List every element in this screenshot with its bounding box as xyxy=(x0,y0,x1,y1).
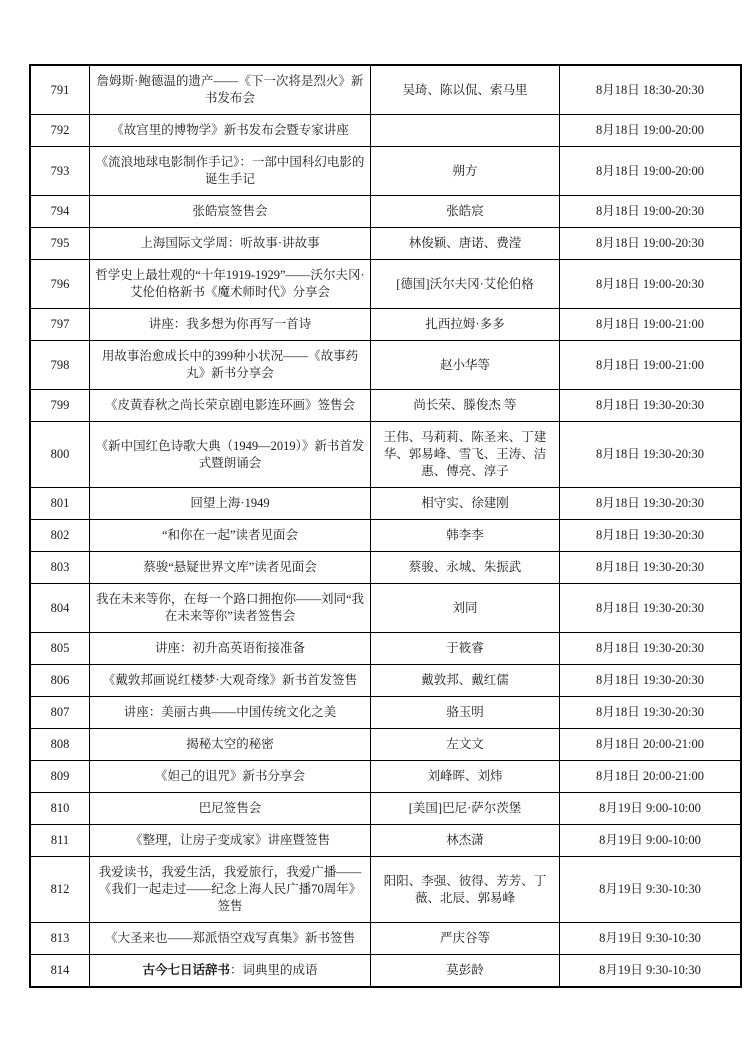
event-title-cell xyxy=(90,761,371,793)
event-time: 8月18日 19:30-20:30 xyxy=(596,528,704,542)
event-title: 揭秘太空的秘密 xyxy=(186,737,274,751)
event-title: 蔡骏“悬疑世界文库”读者见面会 xyxy=(143,560,317,574)
event-guests-cell xyxy=(371,665,560,697)
event-time-cell xyxy=(560,309,742,341)
event-number: 796 xyxy=(50,276,70,291)
event-guests: 莫彭龄 xyxy=(446,963,484,977)
table-row xyxy=(30,309,741,341)
event-guests-cell xyxy=(371,147,560,196)
event-no-cell xyxy=(30,697,90,729)
event-time-cell xyxy=(560,729,742,761)
event-number: 804 xyxy=(50,600,70,615)
event-title: 《妲己的诅咒》新书分享会 xyxy=(154,769,305,783)
event-no-cell xyxy=(30,729,90,761)
event-no-cell xyxy=(30,341,90,390)
table-row xyxy=(30,390,741,422)
event-guests: 骆玉明 xyxy=(446,705,484,719)
event-time-cell xyxy=(560,228,742,260)
event-title: 上海国际文学周：听故事·讲故事 xyxy=(140,236,320,250)
event-time: 8月18日 19:30-20:30 xyxy=(596,496,704,510)
event-time: 8月18日 19:00-20:00 xyxy=(596,123,704,137)
event-guests-cell xyxy=(371,857,560,923)
event-time-cell xyxy=(560,390,742,422)
event-number: 807 xyxy=(50,705,70,719)
event-guests-cell xyxy=(371,633,560,665)
event-guests: 韩李李 xyxy=(446,528,484,542)
event-title: 巴尼签售会 xyxy=(198,801,262,815)
event-title: 《大圣来也——郑派悟空戏写真集》新书签售 xyxy=(104,931,355,945)
event-title: 《流浪地球电影制作手记》：一部中国科幻电影的诞生手记 xyxy=(95,155,365,186)
event-guests: 阳阳、李强、彼得、芳芳、丁薇、北辰、郭易峰 xyxy=(383,873,547,905)
event-time: 8月19日 9:00-10:00 xyxy=(599,833,701,847)
event-guests: 张皓宸 xyxy=(446,204,484,218)
event-time: 8月18日 19:30-20:30 xyxy=(596,600,704,615)
event-time-cell xyxy=(560,341,742,390)
event-time: 8月18日 19:00-21:00 xyxy=(596,317,704,331)
event-no-cell xyxy=(30,260,90,309)
event-number: 801 xyxy=(50,496,70,510)
table-row xyxy=(30,729,741,761)
event-time: 8月18日 19:30-20:30 xyxy=(596,673,704,687)
event-title: 讲座：初升高英语衔接准备 xyxy=(154,641,305,655)
event-number: 791 xyxy=(50,82,70,97)
event-number: 797 xyxy=(50,317,70,331)
event-title-cell xyxy=(90,857,371,923)
event-title-bold: 古今七日话辞书 xyxy=(142,963,230,977)
table-row xyxy=(30,665,741,697)
event-guests-cell xyxy=(371,793,560,825)
event-time: 8月18日 19:30-20:30 xyxy=(596,560,704,574)
event-number: 806 xyxy=(50,673,70,687)
event-guests-cell xyxy=(371,65,560,115)
event-time: 8月19日 9:00-10:00 xyxy=(599,801,701,815)
event-title: 《戴敦邦画说红楼梦·大观奇缘》新书首发签售 xyxy=(102,673,358,687)
event-no-cell xyxy=(30,115,90,147)
table-row xyxy=(30,923,741,955)
table-row xyxy=(30,228,741,260)
event-guests-cell xyxy=(371,196,560,228)
event-time-cell xyxy=(560,260,742,309)
event-title: “和你在一起”读者见面会 xyxy=(161,528,299,542)
event-title: 《新中国红色诗歌大典（1949—2019）》新书首发式暨朗诵会 xyxy=(95,438,365,470)
event-title: 《整理，让房子变成家》讲座暨签售 xyxy=(129,833,330,847)
event-number: 811 xyxy=(50,833,70,847)
table-row xyxy=(30,341,741,390)
event-guests-cell xyxy=(371,552,560,584)
event-title-cell xyxy=(90,147,371,196)
event-title: 用故事治愈成长中的399种小状况——《故事药丸》新书分享会 xyxy=(101,349,359,380)
event-title: 讲座：我多想为你再写一首诗 xyxy=(148,317,312,331)
event-number: 795 xyxy=(50,236,70,250)
event-guests: 林俊颖、唐诺、费滢 xyxy=(408,236,522,250)
event-time-cell xyxy=(560,147,742,196)
event-guests: 相守实、徐建刚 xyxy=(421,496,509,510)
event-guests-cell xyxy=(371,584,560,633)
event-no-cell xyxy=(30,228,90,260)
event-title-cell xyxy=(90,793,371,825)
event-number: 813 xyxy=(50,931,70,945)
event-title-cell xyxy=(90,584,371,633)
event-no-cell xyxy=(30,488,90,520)
events-table-body xyxy=(30,65,741,987)
event-number: 810 xyxy=(50,801,70,815)
event-time-cell xyxy=(560,552,742,584)
event-guests-cell xyxy=(371,115,560,147)
event-number: 814 xyxy=(50,963,70,977)
event-time-cell xyxy=(560,857,742,923)
event-guests: 吴琦、陈以侃、索马里 xyxy=(402,82,528,97)
event-time: 8月18日 20:00-21:00 xyxy=(596,769,704,783)
event-number: 803 xyxy=(50,560,70,574)
event-title-cell xyxy=(90,552,371,584)
event-number: 792 xyxy=(50,123,70,137)
table-row xyxy=(30,857,741,923)
event-title-cell xyxy=(90,341,371,390)
event-number: 808 xyxy=(50,737,70,751)
event-time: 8月18日 19:00-20:30 xyxy=(596,204,704,218)
event-no-cell xyxy=(30,857,90,923)
event-title-cell xyxy=(90,633,371,665)
event-guests-cell xyxy=(371,923,560,955)
event-title: 《故宫里的博物学》新书发布会暨专家讲座 xyxy=(111,123,349,137)
event-guests-cell xyxy=(371,955,560,988)
event-title-cell xyxy=(90,488,371,520)
table-row xyxy=(30,584,741,633)
event-title-cell xyxy=(90,228,371,260)
table-row xyxy=(30,65,741,115)
event-title-cell xyxy=(90,923,371,955)
table-row xyxy=(30,761,741,793)
event-no-cell xyxy=(30,793,90,825)
event-no-cell xyxy=(30,825,90,857)
event-number: 800 xyxy=(50,447,70,461)
event-title-cell xyxy=(90,196,371,228)
event-guests: [德国]沃尔夫冈·艾伦伯格 xyxy=(396,276,534,291)
event-title: 《皮黄春秋之尚长荣京剧电影连环画》签售会 xyxy=(104,398,355,412)
event-time-cell xyxy=(560,422,742,488)
event-guests: 王伟、马莉莉、陈圣来、丁建华、郭易峰、雪飞、王涛、洁惠、傅亮、淳子 xyxy=(383,430,547,478)
event-title-cell xyxy=(90,115,371,147)
table-row xyxy=(30,422,741,488)
event-guests: 朔方 xyxy=(452,163,478,178)
event-no-cell xyxy=(30,923,90,955)
event-number: 799 xyxy=(50,398,70,412)
event-guests-cell xyxy=(371,825,560,857)
event-title-cell xyxy=(90,665,371,697)
event-title-cell xyxy=(90,390,371,422)
event-title: 我爱读书，我爱生活，我爱旅行，我爱广播——《我们一起走过——纪念上海人民广播70周年》签售 xyxy=(98,865,362,913)
table-row xyxy=(30,260,741,309)
event-no-cell xyxy=(30,196,90,228)
events-table xyxy=(29,64,742,988)
event-time-cell xyxy=(560,697,742,729)
event-title: 哲学史上最壮观的“十年1919-1929”——沃尔夫冈·艾伦伯格新书《魔术师时代》分享会 xyxy=(95,268,365,299)
event-no-cell xyxy=(30,633,90,665)
event-time: 8月19日 9:30-10:30 xyxy=(599,963,701,977)
event-time: 8月18日 19:00-20:00 xyxy=(596,163,704,178)
event-time: 8月19日 9:30-10:30 xyxy=(599,931,701,945)
event-time-cell xyxy=(560,520,742,552)
event-guests-cell xyxy=(371,228,560,260)
table-row xyxy=(30,520,741,552)
event-guests-cell xyxy=(371,761,560,793)
event-title: 我在未来等你，在每一个路口拥抱你——刘同“我在未来等你”读者签售会 xyxy=(95,592,365,623)
event-number: 809 xyxy=(50,769,70,783)
event-no-cell xyxy=(30,422,90,488)
event-time-cell xyxy=(560,665,742,697)
event-number: 798 xyxy=(50,357,70,372)
event-title: 张皓宸签售会 xyxy=(192,204,268,218)
event-time: 8月18日 19:30-20:30 xyxy=(596,705,704,719)
event-guests: 刘峰晖、刘炜 xyxy=(427,769,503,783)
event-no-cell xyxy=(30,584,90,633)
event-time: 8月18日 19:30-20:30 xyxy=(596,398,704,412)
event-no-cell xyxy=(30,147,90,196)
event-time: 8月18日 19:30-20:30 xyxy=(596,641,704,655)
event-guests-cell xyxy=(371,422,560,488)
event-number: 802 xyxy=(50,528,70,542)
event-no-cell xyxy=(30,552,90,584)
event-time-cell xyxy=(560,825,742,857)
event-no-cell xyxy=(30,665,90,697)
event-title: 讲座：美丽古典——中国传统文化之美 xyxy=(123,705,337,719)
event-guests: 扎西拉姆·多多 xyxy=(425,317,505,331)
event-time: 8月18日 20:00-21:00 xyxy=(596,737,704,751)
event-time: 8月18日 19:30-20:30 xyxy=(596,447,704,461)
event-title: 回望上海·1949 xyxy=(190,496,270,510)
event-guests-cell xyxy=(371,341,560,390)
event-guests: 戴敦邦、戴红儒 xyxy=(421,673,509,687)
event-guests-cell xyxy=(371,488,560,520)
event-guests-cell xyxy=(371,390,560,422)
event-number: 812 xyxy=(50,882,70,896)
event-time-cell xyxy=(560,761,742,793)
event-title: 詹姆斯·鲍德温的遗产——《下一次将是烈火》新书发布会 xyxy=(96,74,364,105)
table-row xyxy=(30,552,741,584)
event-guests: 于筱睿 xyxy=(446,641,484,655)
event-number: 794 xyxy=(50,204,70,218)
event-no-cell xyxy=(30,309,90,341)
event-title-cell xyxy=(90,422,371,488)
table-row xyxy=(30,488,741,520)
event-time-cell xyxy=(560,584,742,633)
event-guests: 左文文 xyxy=(446,737,484,751)
table-row xyxy=(30,697,741,729)
event-time-cell xyxy=(560,65,742,115)
event-guests-cell xyxy=(371,520,560,552)
event-title-cell xyxy=(90,729,371,761)
table-row xyxy=(30,196,741,228)
event-title-cell xyxy=(90,520,371,552)
table-row xyxy=(30,115,741,147)
event-guests: 严庆谷等 xyxy=(439,931,490,945)
event-title-cell xyxy=(90,65,371,115)
table-row xyxy=(30,825,741,857)
event-guests: 尚长荣、滕俊杰 等 xyxy=(413,398,517,412)
event-time: 8月18日 19:00-20:30 xyxy=(596,276,704,291)
event-title: ：词典里的成语 xyxy=(230,963,318,977)
event-no-cell xyxy=(30,955,90,988)
event-guests-cell xyxy=(371,309,560,341)
event-time: 8月18日 18:30-20:30 xyxy=(596,82,704,97)
event-guests: 蔡骏、永城、朱振武 xyxy=(408,560,522,574)
event-title-cell xyxy=(90,309,371,341)
event-number: 793 xyxy=(50,163,70,178)
event-guests: 林杰潇 xyxy=(446,833,484,847)
event-time-cell xyxy=(560,923,742,955)
event-no-cell xyxy=(30,390,90,422)
event-title-cell xyxy=(90,697,371,729)
event-time-cell xyxy=(560,196,742,228)
event-title-cell xyxy=(90,260,371,309)
event-guests-cell xyxy=(371,260,560,309)
event-number: 805 xyxy=(50,641,70,655)
event-time: 8月19日 9:30-10:30 xyxy=(599,882,701,896)
event-time: 8月18日 19:00-20:30 xyxy=(596,236,704,250)
event-no-cell xyxy=(30,65,90,115)
table-row xyxy=(30,955,741,988)
event-time-cell xyxy=(560,115,742,147)
event-no-cell xyxy=(30,520,90,552)
event-guests-cell xyxy=(371,697,560,729)
event-guests: [美国]巴尼·萨尔茨堡 xyxy=(408,801,522,815)
event-guests-cell xyxy=(371,729,560,761)
event-guests: 刘同 xyxy=(452,600,478,615)
event-no-cell xyxy=(30,761,90,793)
event-time: 8月18日 19:00-21:00 xyxy=(596,357,704,372)
table-row xyxy=(30,147,741,196)
event-title-cell xyxy=(90,955,371,988)
event-time-cell xyxy=(560,488,742,520)
event-title-cell xyxy=(90,825,371,857)
event-time-cell xyxy=(560,955,742,988)
table-row xyxy=(30,793,741,825)
table-row xyxy=(30,633,741,665)
event-guests: 赵小华等 xyxy=(439,357,490,372)
event-time-cell xyxy=(560,633,742,665)
event-time-cell xyxy=(560,793,742,825)
